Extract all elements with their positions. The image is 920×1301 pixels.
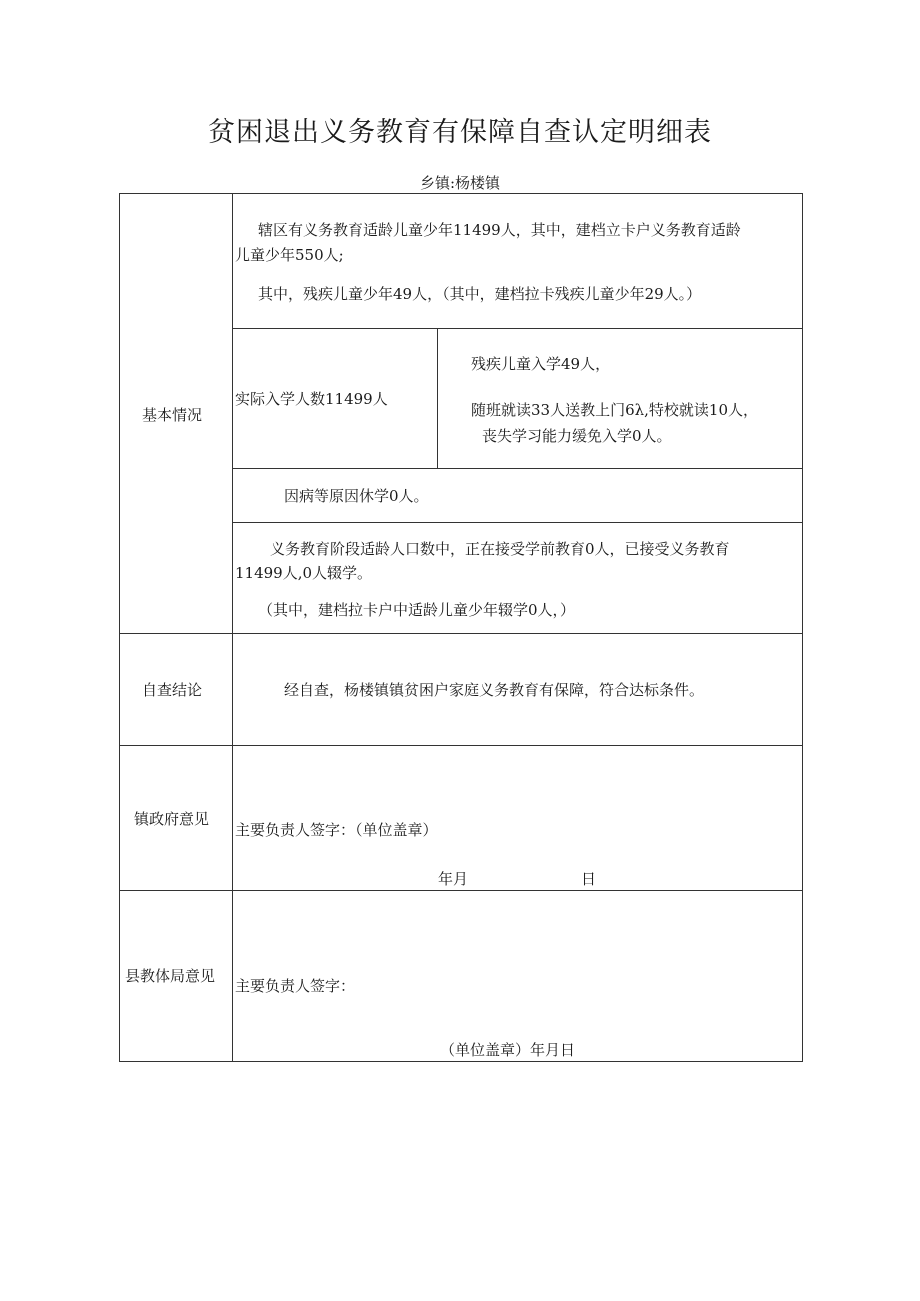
row-divider [232,328,802,329]
row-divider [119,745,802,746]
main-table [119,193,803,1062]
town-gov-date-ym: 年月 [438,870,469,888]
sick-leave: 因病等原因休学0人。 [284,487,429,505]
cell-divider [437,328,438,468]
row-divider [232,468,802,469]
stage-line-1: 义务教育阶段适龄人口数中，正在接受学前教育0人，已接受义务教育 [270,540,730,558]
county-edu-stamp-date: （单位盖章）年月日 [440,1041,576,1059]
basic-label: 基本情况 [142,406,203,424]
basic-line-3: 其中，残疾儿童少年49人，（其中，建档拉卡残疾儿童少年29人。） [258,285,702,303]
basic-line-2: 儿童少年550人; [235,246,344,264]
conclusion-text: 经自查，杨楼镇镇贫困户家庭义务教育有保障，符合达标条件。 [284,681,705,699]
disabled-detail-2: 丧失学习能力缓免入学0人。 [482,427,672,445]
county-edu-label: 县教体局意见 [125,967,216,985]
row-divider [232,522,802,523]
disabled-detail-1: 随班就读33人送教上门6λ,特校就读10人， [471,401,758,419]
township-label: 乡镇:杨楼镇 [419,174,501,192]
conclusion-label: 自查结论 [142,681,203,699]
label-column-divider [232,193,233,1062]
county-edu-sign: 主要负责人签字： [235,977,356,995]
page-title: 贫困退出义务教育有保障自查认定明细表 [208,117,712,148]
town-gov-date-d: 日 [581,870,597,888]
row-divider [119,633,802,634]
basic-line-1: 辖区有义务教育适龄儿童少年11499人，其中，建档立卡户义务教育适龄 [258,221,741,239]
stage-line-2: 11499人,0人辍学。 [235,564,373,582]
town-gov-label: 镇政府意见 [134,810,210,828]
stage-line-3: （其中，建档拉卡户中适龄儿童少年辍学0人，） [258,601,576,619]
disabled-enrolled: 残疾儿童入学49人， [471,355,611,373]
town-gov-sign: 主要负责人签字：（单位盖章） [235,821,438,839]
actual-enrolled: 实际入学人数11499人 [235,390,388,408]
